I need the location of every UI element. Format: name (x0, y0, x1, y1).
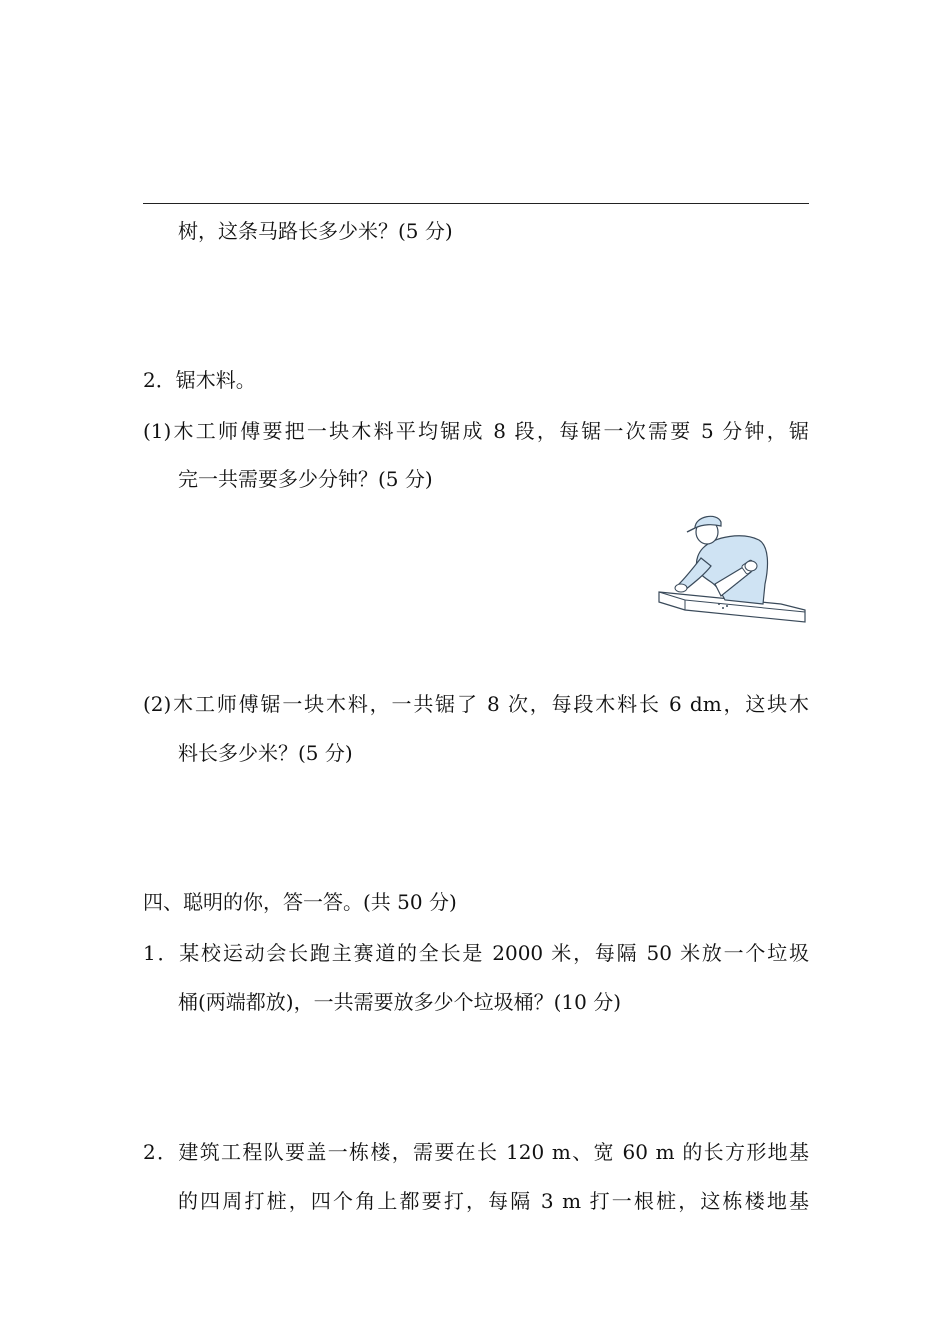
section-4-question-2-line-2: 的四周打桩，四个角上都要打，每隔 3 m 打一根桩，这栋楼地基 (178, 1189, 809, 1213)
section-4-question-1-line-2: 桶(两端都放)，一共需要放多少个垃圾桶？(10 分) (178, 990, 622, 1014)
section-4-question-1-line-1: 1．某校运动会长跑主赛道的全长是 2000 米，每隔 50 米放一个垃圾 (143, 941, 809, 965)
question-2-1-line-2: 完一共需要多少分钟？(5 分) (178, 467, 433, 491)
prev-question-continuation: 树，这条马路长多少米？(5 分) (178, 219, 453, 243)
question-2-1-line-1: (1)木工师傅要把一块木料平均锯成 8 段，每锯一次需要 5 分钟，锯 (143, 419, 809, 443)
header-rule (143, 203, 809, 204)
question-2-2-line-1: (2)木工师傅锯一块木料，一共锯了 8 次，每段木料长 6 dm，这块木 (143, 692, 809, 716)
carpenter-sawing-illustration (655, 506, 807, 628)
question-2-2-line-2: 料长多少米？(5 分) (178, 741, 353, 765)
section-4-heading: 四、聪明的你，答一答。(共 50 分) (143, 890, 457, 914)
section-4-question-2-line-1: 2．建筑工程队要盖一栋楼，需要在长 120 m、宽 60 m 的长方形地基 (143, 1140, 809, 1164)
question-2-heading: 2．锯木料。 (143, 368, 256, 392)
